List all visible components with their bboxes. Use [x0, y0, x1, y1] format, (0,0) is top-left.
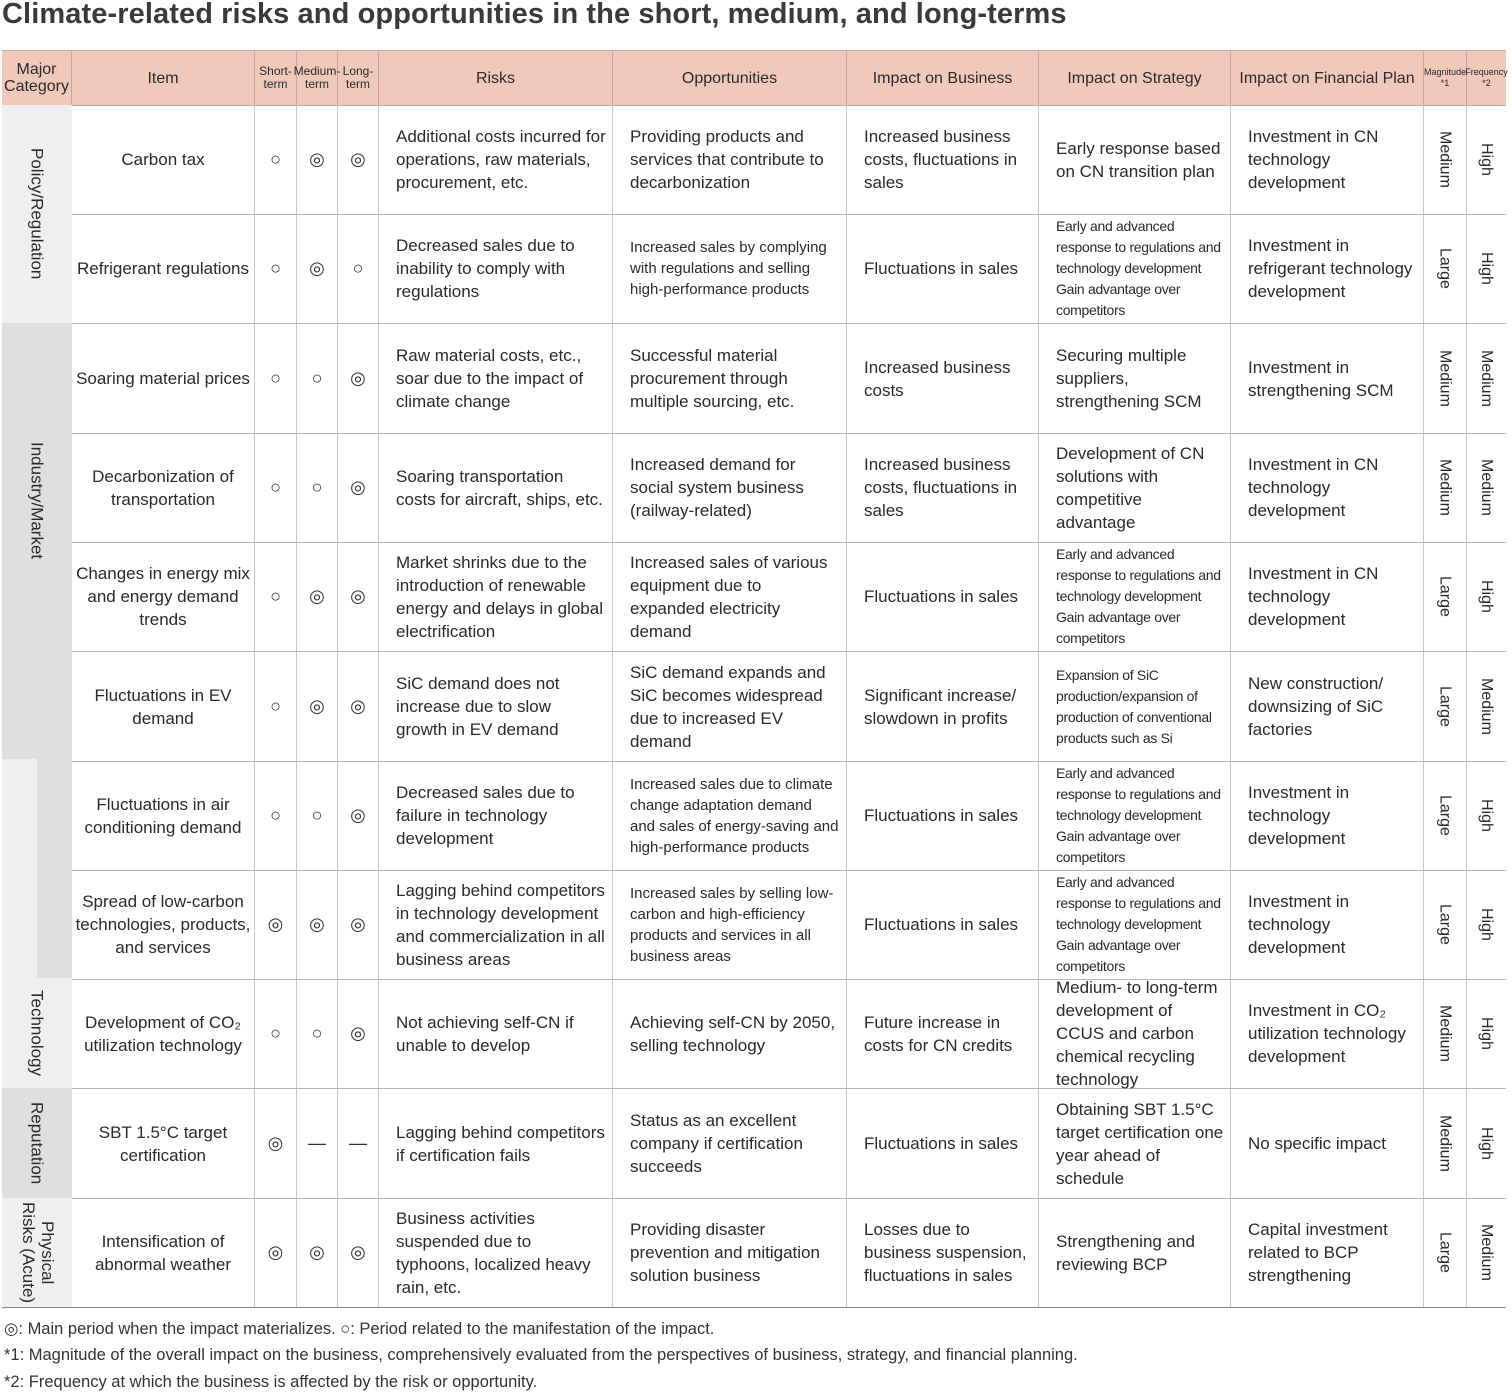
item-cell-text: Fluctuations in EV demand — [94, 685, 232, 728]
medium-term-cell-text: — — [308, 1133, 326, 1153]
short-term-cell-text: ○ — [270, 477, 281, 497]
table-row — [72, 214, 1506, 324]
risks-cell-text: Not achieving self-CN if unable to develop — [396, 1012, 574, 1055]
medium-term-cell-text: ○ — [311, 805, 323, 825]
header-major-category: Major Category — [2, 51, 72, 105]
short-term-cell-text: ◎ — [267, 914, 284, 934]
magnitude-cell — [1424, 1198, 1467, 1307]
magnitude-cell — [1424, 761, 1467, 870]
magnitude-cell — [1424, 870, 1467, 979]
long-term-cell — [338, 105, 379, 214]
impact-financial-cell-text: New construction/ downsizing of SiC factories — [1248, 674, 1384, 739]
impact-business-cell-text: Increased business costs, fluctuations in sales — [864, 127, 1018, 192]
impact-strategy-cell-text: Securing multiple suppliers, strengthening SCM — [1056, 346, 1202, 411]
category-market-technology-overlap — [2, 759, 72, 978]
impact-financial-cell-text: Investment in refrigerant technology development — [1248, 236, 1413, 301]
opportunities-cell — [613, 652, 847, 761]
impact-business-cell — [847, 1198, 1039, 1307]
header-magnitude: Magnitude *1 — [1424, 51, 1467, 105]
short-term-cell — [255, 324, 297, 433]
impact-business-cell — [847, 1089, 1039, 1198]
long-term-cell — [338, 979, 379, 1088]
frequency-cell — [1467, 542, 1506, 651]
long-term-cell-text: ◎ — [350, 149, 366, 169]
risks-cell — [379, 1198, 613, 1307]
opportunities-cell — [613, 324, 847, 433]
medium-term-cell — [297, 433, 338, 542]
frequency-cell-text: High — [1478, 580, 1495, 613]
frequency-cell-text: High — [1478, 1017, 1495, 1050]
item-cell-text: Decarbonization of transportation — [92, 466, 234, 509]
impact-financial-cell-text: Capital investment related to BCP strengthening — [1248, 1220, 1388, 1285]
table-row — [72, 761, 1506, 871]
risks-cell-text: Lagging behind competitors if certification fails — [396, 1122, 605, 1165]
category-label: Physical Risks (Acute) — [19, 1201, 57, 1304]
opportunities-cell — [613, 105, 847, 214]
category-industry-market — [2, 323, 72, 759]
impact-business-cell — [847, 105, 1039, 214]
risks-cell — [379, 324, 613, 433]
risks-cell-text: SiC demand does not increase due to slow growth in EV demand — [396, 674, 560, 739]
item-cell-text: Changes in energy mix and energy demand trends — [76, 564, 250, 629]
frequency-cell — [1467, 761, 1506, 870]
short-term-cell-text: ○ — [270, 696, 281, 716]
item-cell — [72, 542, 255, 651]
frequency-cell — [1467, 652, 1506, 761]
risks-cell-text: Decreased sales due to failure in technology development — [396, 783, 575, 848]
impact-financial-cell — [1231, 214, 1424, 323]
long-term-cell-text: ◎ — [350, 1242, 366, 1262]
item-cell — [72, 214, 255, 323]
impact-financial-cell-text: Investment in CN technology development — [1248, 564, 1379, 629]
impact-strategy-cell — [1039, 870, 1231, 979]
impact-strategy-cell — [1039, 652, 1231, 761]
impact-financial-cell — [1231, 870, 1424, 979]
impact-financial-cell — [1231, 1198, 1424, 1307]
long-term-cell — [338, 542, 379, 651]
impact-strategy-cell-text: Development of CN solutions with competitive advantage — [1056, 443, 1205, 532]
impact-business-cell — [847, 324, 1039, 433]
impact-strategy-cell-text: Obtaining SBT 1.5°C target certification one year ahead of schedule — [1056, 1099, 1224, 1188]
impact-business-cell-text: Significant increase/ slowdown in profits — [864, 685, 1017, 728]
frequency-cell-text: Medium — [1478, 1224, 1495, 1281]
magnitude-cell — [1424, 542, 1467, 651]
impact-strategy-cell — [1039, 761, 1231, 870]
long-term-cell — [338, 1089, 379, 1198]
item-cell-text: Soaring material prices — [76, 369, 250, 388]
item-cell — [72, 1089, 255, 1198]
long-term-cell-text: — — [349, 1133, 367, 1153]
risks-cell-text: Additional costs incurred for operations, raw materials, procurement, etc. — [396, 127, 606, 192]
risks-cell — [379, 214, 613, 323]
long-term-cell-text: ◎ — [350, 477, 366, 497]
impact-strategy-cell-text: Early and advanced response to regulations and technology development Gain advantage over competitors — [1056, 546, 1221, 646]
impact-business-cell — [847, 542, 1039, 651]
impact-financial-cell-text: Investment in technology development — [1248, 892, 1350, 957]
frequency-cell — [1467, 979, 1506, 1088]
table-bottom-rule — [2, 1307, 1506, 1308]
short-term-cell — [255, 870, 297, 979]
header-frequency: Frequency *2 — [1465, 67, 1508, 88]
table-row — [72, 870, 1506, 980]
long-term-cell-text: ◎ — [350, 368, 366, 388]
impact-financial-cell-text: Investment in CN technology development — [1248, 127, 1379, 192]
long-term-cell-text: ◎ — [350, 1023, 366, 1043]
item-cell-text: Development of CO₂ utilization technology — [84, 1012, 242, 1055]
frequency-cell — [1467, 1198, 1506, 1307]
impact-strategy-cell — [1039, 979, 1231, 1088]
medium-term-cell-text: ◎ — [309, 914, 325, 934]
short-term-cell-text: ◎ — [267, 1133, 284, 1153]
item-cell-text: Intensification of abnormal weather — [94, 1231, 232, 1274]
table-row — [72, 433, 1506, 543]
impact-business-cell-text: Losses due to business suspension, fluctuations in sales — [864, 1220, 1027, 1285]
frequency-cell — [1467, 1089, 1506, 1198]
frequency-cell-text: Medium — [1478, 678, 1495, 735]
impact-business-cell — [847, 652, 1039, 761]
risks-cell — [379, 652, 613, 761]
header-impact-business: Impact on Business — [847, 51, 1039, 105]
table-row — [72, 979, 1506, 1089]
magnitude-cell-text: Large — [1436, 795, 1454, 836]
magnitude-cell — [1424, 324, 1467, 433]
frequency-cell — [1467, 433, 1506, 542]
opportunities-cell — [613, 1198, 847, 1307]
magnitude-cell-text: Large — [1436, 686, 1454, 727]
risks-cell — [379, 870, 613, 979]
risks-cell — [379, 105, 613, 214]
magnitude-cell-text: Medium — [1436, 1115, 1454, 1172]
impact-business-cell-text: Fluctuations in sales — [864, 259, 1019, 278]
category-label: Policy/Regulation — [27, 148, 47, 280]
impact-financial-cell — [1231, 761, 1424, 870]
frequency-cell-text: High — [1478, 799, 1495, 832]
item-cell — [72, 652, 255, 761]
table-row — [72, 324, 1506, 434]
opportunities-cell-text: Increased demand for social system business (railway-related) — [630, 455, 804, 520]
impact-financial-cell-text: Investment in technology development — [1248, 783, 1350, 848]
risks-cell — [379, 979, 613, 1088]
short-term-cell — [255, 979, 297, 1088]
risks-cell-text: Lagging behind competitors in technology development and commercialization in all business areas — [396, 880, 605, 969]
item-cell-text: Refrigerant regulations — [77, 259, 249, 278]
magnitude-cell-text: Medium — [1436, 459, 1454, 516]
category-policy-regulation — [2, 105, 72, 323]
impact-business-cell-text: Fluctuations in sales — [864, 1134, 1019, 1153]
short-term-cell — [255, 542, 297, 651]
header-medium-term: Medium-term — [297, 51, 338, 105]
frequency-cell-text: High — [1478, 143, 1495, 176]
frequency-cell-text: High — [1478, 1127, 1495, 1160]
medium-term-cell — [297, 870, 338, 979]
header-risks: Risks — [379, 51, 613, 105]
impact-business-cell — [847, 761, 1039, 870]
risks-cell-text: Soaring transportation costs for aircraft, ships, etc. — [396, 466, 603, 509]
frequency-cell-text: High — [1478, 252, 1495, 285]
impact-strategy-cell — [1039, 105, 1231, 214]
risks-cell — [379, 433, 613, 542]
long-term-cell — [338, 1198, 379, 1307]
medium-term-cell — [297, 105, 338, 214]
medium-term-cell-text: ○ — [311, 368, 323, 388]
footnote-legend: ◎: Main period when the impact materializes. ○: Period related to the manifestation of the impact. — [4, 1320, 715, 1338]
table-row — [72, 105, 1506, 215]
category-label: Industry/Market — [27, 442, 47, 560]
medium-term-cell — [297, 761, 338, 870]
item-cell-text: Fluctuations in air conditioning demand — [84, 794, 242, 837]
magnitude-cell-text: Medium — [1436, 1005, 1454, 1062]
impact-financial-cell — [1231, 542, 1424, 651]
risks-cell-text: Decreased sales due to inability to comply with regulations — [396, 236, 575, 301]
impact-strategy-cell — [1039, 324, 1231, 433]
opportunities-cell — [613, 542, 847, 651]
risks-cell-text: Market shrinks due to the introduction of renewable energy and delays in global electrification — [396, 552, 603, 641]
impact-business-cell — [847, 979, 1039, 1088]
medium-term-cell — [297, 324, 338, 433]
medium-term-cell — [297, 652, 338, 761]
footnote-1: *1: Magnitude of the overall impact on the business, comprehensively evaluated from the perspectives of business, strategy, and financial planning. — [4, 1346, 1078, 1364]
medium-term-cell-text: ◎ — [309, 1242, 325, 1262]
frequency-cell-text: High — [1478, 908, 1495, 941]
impact-business-cell — [847, 870, 1039, 979]
magnitude-cell — [1424, 1089, 1467, 1198]
header-opportunities: Opportunities — [613, 51, 847, 105]
opportunities-cell-text: SiC demand expands and SiC becomes widespread due to increased EV demand — [630, 662, 826, 751]
header-short-term: Short-term — [255, 51, 297, 105]
impact-strategy-cell — [1039, 214, 1231, 323]
medium-term-cell-text: ◎ — [309, 586, 325, 606]
magnitude-cell — [1424, 652, 1467, 761]
magnitude-cell — [1424, 433, 1467, 542]
magnitude-cell-text: Large — [1436, 576, 1454, 617]
impact-business-cell-text: Fluctuations in sales — [864, 587, 1019, 606]
short-term-cell-text: ○ — [270, 1023, 281, 1043]
opportunities-cell — [613, 433, 847, 542]
opportunities-cell-text: Providing disaster prevention and mitigation solution business — [630, 1220, 820, 1285]
impact-strategy-cell — [1039, 433, 1231, 542]
frequency-cell — [1467, 324, 1506, 433]
medium-term-cell — [297, 542, 338, 651]
risks-cell — [379, 1089, 613, 1198]
short-term-cell — [255, 433, 297, 542]
item-cell — [72, 1198, 255, 1307]
short-term-cell-text: ○ — [270, 368, 281, 388]
medium-term-cell-text: ○ — [311, 477, 323, 497]
long-term-cell-text: ◎ — [350, 586, 366, 606]
frequency-cell-text: Medium — [1478, 350, 1495, 407]
magnitude-cell-text: Large — [1436, 904, 1454, 945]
short-term-cell-text: ◎ — [267, 1242, 284, 1262]
risks-cell-text: Raw material costs, etc., soar due to the impact of climate change — [396, 346, 584, 411]
frequency-cell — [1467, 870, 1506, 979]
item-cell — [72, 324, 255, 433]
item-cell — [72, 105, 255, 214]
impact-strategy-cell — [1039, 1198, 1231, 1307]
magnitude-cell-text: Medium — [1436, 131, 1454, 188]
item-cell-text: SBT 1.5°C target certification — [98, 1122, 228, 1165]
impact-financial-cell — [1231, 433, 1424, 542]
short-term-cell-text: ○ — [270, 258, 281, 278]
medium-term-cell-text: ◎ — [309, 258, 325, 278]
opportunities-cell-text: Increased sales by complying with regulations and selling high-performance products — [630, 239, 827, 298]
short-term-cell-text: ○ — [270, 149, 281, 169]
medium-term-cell-text: ◎ — [309, 696, 325, 716]
opportunities-cell — [613, 214, 847, 323]
impact-business-cell-text: Increased business costs — [864, 357, 1011, 400]
magnitude-cell-text: Large — [1436, 1232, 1454, 1273]
table-row — [72, 1089, 1506, 1199]
impact-strategy-cell — [1039, 542, 1231, 651]
opportunities-cell-text: Increased sales of various equipment due to expanded electricity demand — [630, 552, 828, 641]
category-technology — [2, 978, 72, 1088]
short-term-cell — [255, 105, 297, 214]
impact-strategy-cell-text: Early and advanced response to regulations and technology development Gain advantage over competitors — [1056, 218, 1221, 318]
short-term-cell — [255, 761, 297, 870]
opportunities-cell-text: Providing products and services that contribute to decarbonization — [630, 127, 824, 192]
item-cell-text: Spread of low-carbon technologies, products, and services — [75, 892, 251, 957]
opportunities-cell-text: Status as an excellent company if certification succeeds — [630, 1111, 803, 1176]
header-long-term: Long-term — [338, 51, 379, 105]
header-impact-financial: Impact on Financial Plan — [1231, 51, 1424, 105]
table-row — [72, 1198, 1506, 1308]
short-term-cell — [255, 652, 297, 761]
category-reputation — [2, 1088, 72, 1198]
long-term-cell — [338, 324, 379, 433]
long-term-cell-text: ◎ — [350, 805, 366, 825]
short-term-cell — [255, 214, 297, 323]
medium-term-cell-text: ○ — [311, 1023, 323, 1043]
medium-term-cell — [297, 214, 338, 323]
magnitude-cell-text: Large — [1436, 248, 1454, 289]
impact-strategy-cell-text: Early and advanced response to regulations and technology development Gain advantage over competitors — [1056, 874, 1221, 974]
table-row — [72, 542, 1506, 652]
long-term-cell-text: ◎ — [350, 914, 366, 934]
risks-cell — [379, 542, 613, 651]
frequency-cell-text: Medium — [1478, 459, 1495, 516]
impact-strategy-cell-text: Early response based on CN transition plan — [1056, 138, 1221, 181]
impact-business-cell-text: Future increase in costs for CN credits — [864, 1012, 1013, 1055]
opportunities-cell-text: Increased sales due to climate change adaptation demand and sales of energy-saving and high-performance products — [630, 775, 839, 856]
impact-financial-cell — [1231, 652, 1424, 761]
medium-term-cell — [297, 979, 338, 1088]
item-cell — [72, 979, 255, 1088]
long-term-cell — [338, 214, 379, 323]
opportunities-cell — [613, 979, 847, 1088]
long-term-cell — [338, 652, 379, 761]
short-term-cell-text: ○ — [270, 805, 281, 825]
impact-business-cell-text: Fluctuations in sales — [864, 915, 1019, 934]
item-cell — [72, 433, 255, 542]
long-term-cell — [338, 433, 379, 542]
short-term-cell — [255, 1198, 297, 1307]
category-label: Technology — [27, 989, 47, 1076]
long-term-cell — [338, 870, 379, 979]
magnitude-cell — [1424, 979, 1467, 1088]
short-term-cell — [255, 1089, 297, 1198]
item-cell — [72, 870, 255, 979]
magnitude-cell-text: Medium — [1436, 350, 1454, 407]
short-term-cell-text: ○ — [270, 586, 281, 606]
impact-strategy-cell-text: Expansion of SiC production/expansion of production of conventional products such as Si — [1056, 666, 1212, 746]
item-cell-text: Carbon tax — [121, 150, 205, 169]
impact-financial-cell — [1231, 1089, 1424, 1198]
opportunities-cell — [613, 761, 847, 870]
impact-business-cell — [847, 433, 1039, 542]
footnote-2: *2: Frequency at which the business is affected by the risk or opportunity. — [4, 1373, 538, 1391]
magnitude-cell — [1424, 214, 1467, 323]
impact-strategy-cell-text: Strengthening and reviewing BCP — [1056, 1231, 1195, 1274]
opportunities-cell-text: Increased sales by selling low-carbon and high-efficiency products and services in all business areas — [630, 884, 834, 965]
impact-financial-cell-text: Investment in CN technology development — [1248, 455, 1379, 520]
opportunities-cell — [613, 1089, 847, 1198]
frequency-cell — [1467, 214, 1506, 323]
page-title: Climate-related risks and opportunities in the short, medium, and long-terms — [2, 0, 1067, 30]
long-term-cell-text: ○ — [352, 258, 364, 278]
category-label: Reputation — [27, 1101, 47, 1185]
impact-business-cell — [847, 214, 1039, 323]
frequency-cell — [1467, 105, 1506, 214]
impact-financial-cell-text: Investment in CO₂ utilization technology development — [1248, 1001, 1406, 1066]
impact-strategy-cell-text: Early and advanced response to regulations and technology development Gain advantage over competitors — [1056, 765, 1221, 865]
impact-financial-cell — [1231, 324, 1424, 433]
header-impact-strategy: Impact on Strategy — [1039, 51, 1231, 105]
risks-cell-text: Business activities suspended due to typhoons, localized heavy rain, etc. — [396, 1208, 591, 1297]
impact-business-cell-text: Increased business costs, fluctuations in sales — [864, 455, 1018, 520]
impact-financial-cell-text: Investment in strengthening SCM — [1248, 357, 1394, 400]
impact-business-cell-text: Fluctuations in sales — [864, 806, 1019, 825]
header-item: Item — [72, 51, 255, 105]
opportunities-cell-text: Successful material procurement through multiple sourcing, etc. — [630, 346, 795, 411]
long-term-cell — [338, 761, 379, 870]
risks-cell — [379, 761, 613, 870]
opportunities-cell — [613, 870, 847, 979]
impact-strategy-cell-text: Medium- to long-term development of CCUS and carbon chemical recycling technology — [1056, 978, 1218, 1089]
magnitude-cell — [1424, 105, 1467, 214]
medium-term-cell — [297, 1198, 338, 1307]
medium-term-cell — [297, 1089, 338, 1198]
long-term-cell-text: ◎ — [350, 696, 366, 716]
medium-term-cell-text: ◎ — [309, 149, 325, 169]
category-physical-risks — [2, 1198, 72, 1307]
impact-financial-cell-text: No specific impact — [1248, 1134, 1386, 1153]
table-row — [72, 652, 1506, 762]
impact-strategy-cell — [1039, 1089, 1231, 1198]
table-header — [2, 50, 1506, 106]
impact-financial-cell — [1231, 979, 1424, 1088]
impact-financial-cell — [1231, 105, 1424, 214]
opportunities-cell-text: Achieving self-CN by 2050, selling technology — [630, 1012, 836, 1055]
item-cell — [72, 761, 255, 870]
